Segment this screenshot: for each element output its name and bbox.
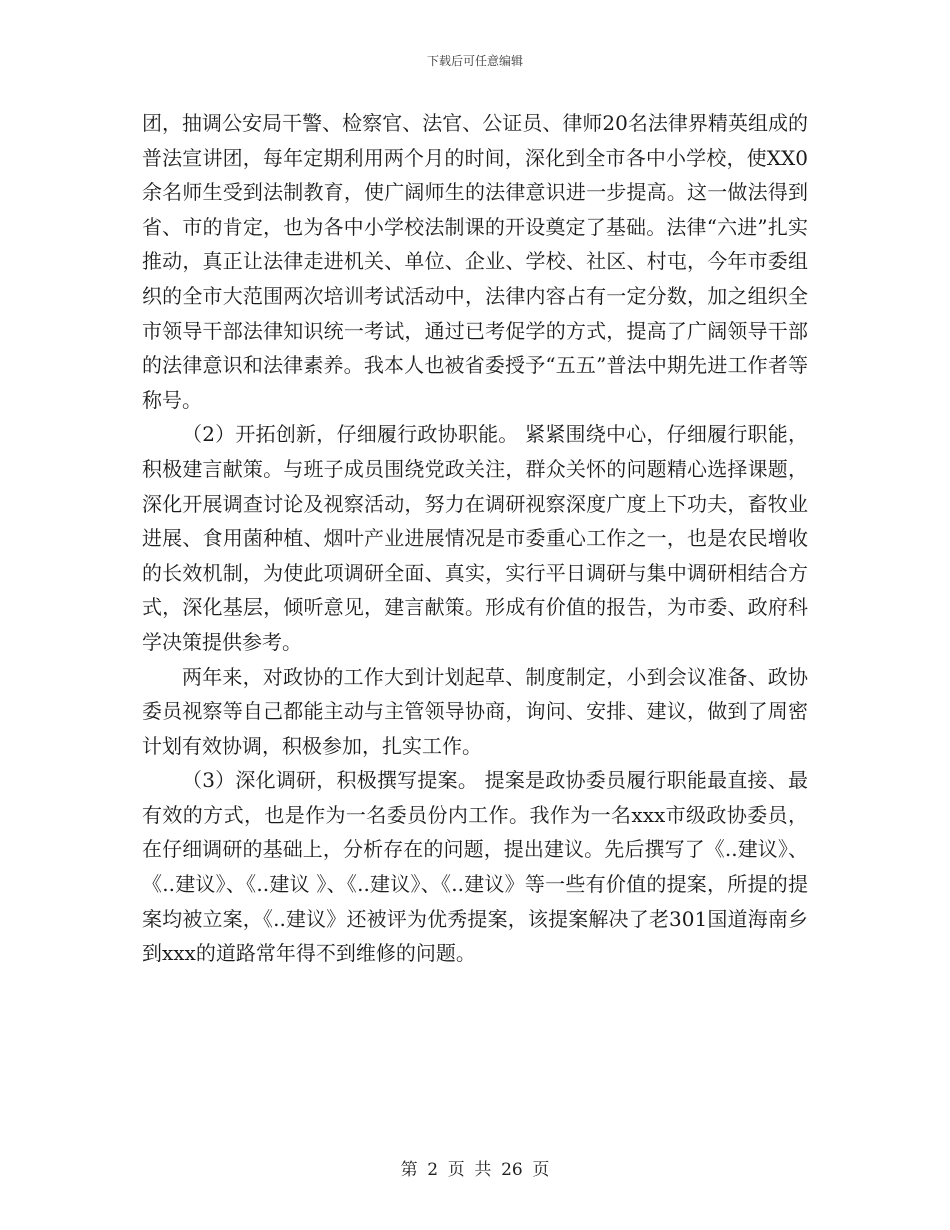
page-header: 下载后可任意编辑 xyxy=(426,54,523,68)
document-body xyxy=(142,106,808,971)
paragraph-section-3: （3）深化调研，积极撰写提案。 提案是政协委员履行职能最直接、最有效的方式，也是作为一名委员份内工作。我作为一名xxx市级政协委员，在仔细调研的基础上，分析存在的问题，提出建议。先后撰写了《..建议》、《..建议》、《..建议 》、《..建议》、《..建议》等一些有价值的提案，所提的提案均被立案，《..建议》还被评为优秀提案，该提案解决了老301国道海南乡到xxx的道路常年得不到维修的问题。 xyxy=(142,768,808,966)
paragraph-section-2: （2）开拓创新，仔细履行政协职能。 紧紧围绕中心，仔细履行职能，积极建言献策。与班子成员围绕党政关注，群众关怀的问题精心选择课题，深化开展调查讨论及视察活动，努力在调研视察深度广度上下功夫，畜牧业进展、食用菌种植、烟叶产业进展情况是市委重心工作之一，也是农民增收的长效机制，为使此项调研全面、真实，实行平日调研与集中调研相结合方式，深化基层，倾听意见，建言献策。形成有价值的报告，为市委、政府科学决策提供参考。 xyxy=(142,422,808,654)
page-footer: 第 2 页 共 26 页 xyxy=(400,1160,550,1180)
paragraph-two-years: 两年来，对政协的工作大到计划起草、制度制定，小到会议准备、政协委员视察等自己都能主动与主管领导协商，询问、安排、建议，做到了周密计划有效协调，积极参加，扎实工作。 xyxy=(142,664,808,758)
paragraph-continuation: 团，抽调公安局干警、检察官、法官、公证员、律师20名法律界精英组成的普法宣讲团，每年定期利用两个月的时间，深化到全市各中小学校，使XX0余名师生受到法制教育，使广阔师生的法律意识进一步提高。这一做法得到省、市的肯定，也为各中小学校法制课的开设奠定了基础。法律“六进”扎实推动，真正让法律走进机关、单位、企业、学校、社区、村屯，今年市委组织的全市大范围两次培训考试活动中，法律内容占有一定分数，加之组织全市领导干部法律知识统一考试，通过已考促学的方式，提高了广阔领导干部的法律意识和法律素养。我本人也被省委授予“五五”普法中期先进工作者等称号。 xyxy=(142,111,808,412)
